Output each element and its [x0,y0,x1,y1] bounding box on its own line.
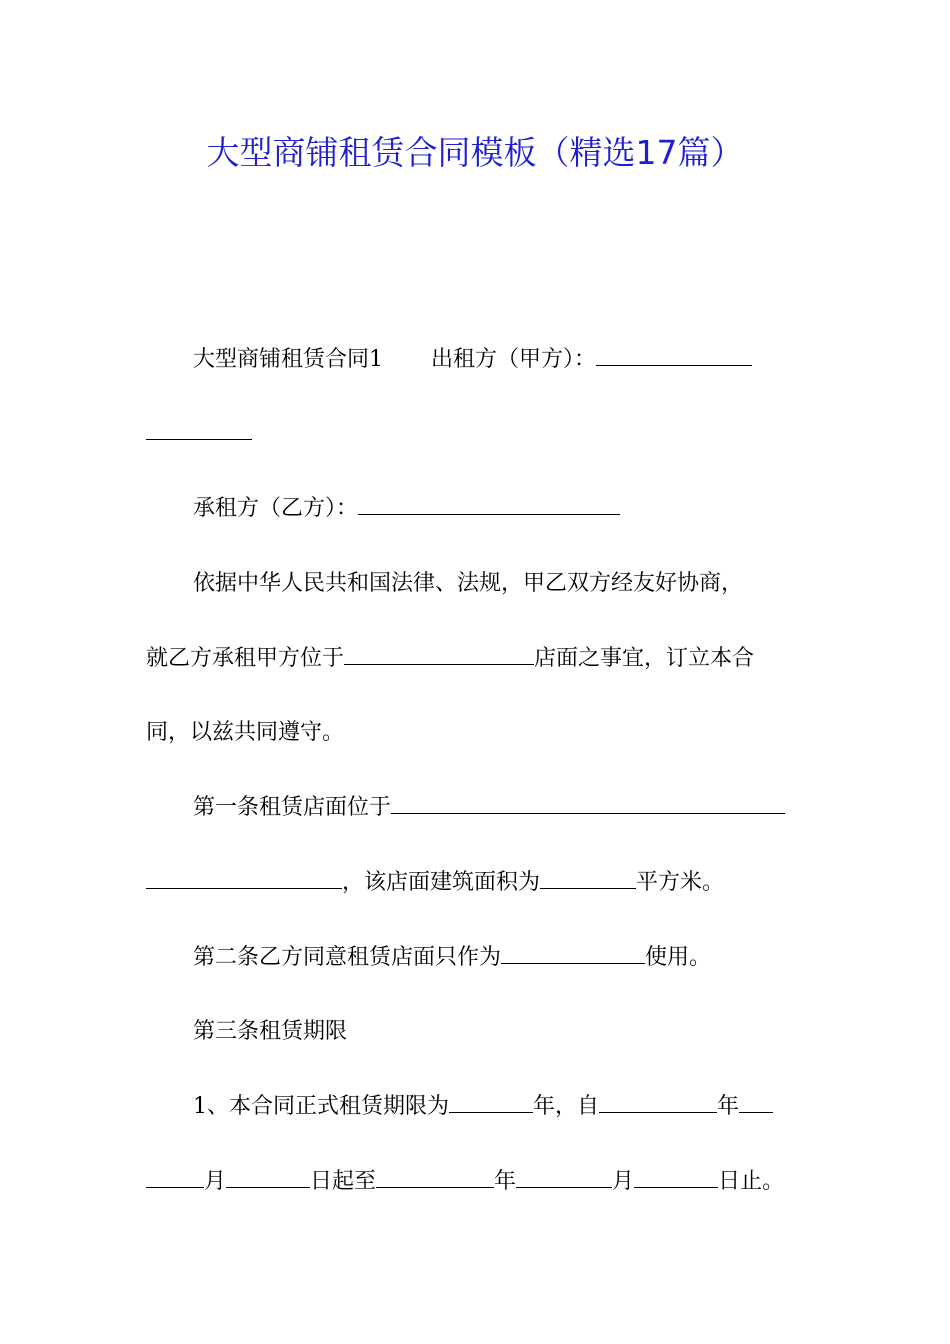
lessor-blank [596,345,752,366]
lease-term-continuation-line [146,1164,784,1200]
paragraph-line [146,641,754,677]
lease-term-text: 年，自 [533,1094,600,1119]
start-day-blank [226,1167,310,1188]
article-1-text: ，该店面建筑面积为 [342,870,541,895]
lessor-label: 出租方（甲方）： [431,347,597,372]
end-day-blank [634,1167,718,1188]
lease-term-text: 日起至 [310,1169,377,1194]
end-year-blank [376,1167,494,1188]
intro-text: 依据中华人民共和国法律、法规，甲乙双方经友好协商， [193,571,744,596]
lease-term-text: 1、本合同正式租赁期限为 [193,1094,449,1119]
paragraph-line [193,566,743,602]
article-1-text: 第一条租赁店面位于 [193,795,392,820]
intro-text: 就乙方承租甲方位于 [146,646,345,671]
paragraph-line [146,715,344,751]
lease-term-text: 月 [612,1169,635,1194]
article-1-continuation-line [146,865,724,901]
start-month-blank [739,1092,773,1113]
store-address-blank-continuation [146,868,342,889]
contract-number-label: 大型商铺租赁合同1 [193,347,383,372]
lease-years-blank [449,1092,533,1113]
store-address-blank [391,793,785,814]
lessee-line [193,491,620,527]
document-title: 大型商铺租赁合同模板（精选17篇） [206,133,744,172]
article-1-line [193,790,785,826]
end-month-blank [516,1167,612,1188]
lease-term-line [193,1089,773,1125]
article-3-heading [193,1014,347,1050]
intro-text: 同，以兹共同遵守。 [146,720,345,745]
lessor-blank-continuation-line [146,416,252,452]
lease-term-text: 日止。 [718,1169,785,1194]
lease-term-text: 年 [717,1094,740,1119]
article-1-text: 平方米。 [636,870,725,895]
lessor-blank-continuation [146,419,252,440]
lease-term-text: 月 [204,1169,227,1194]
article-2-line [193,940,711,976]
floor-area-blank [540,868,636,889]
lease-term-text: 年 [494,1169,517,1194]
article-2-text: 使用。 [645,945,712,970]
intro-text: 店面之事宜，订立本合 [534,646,755,671]
lessee-blank [358,494,620,515]
start-month-blank-continuation [146,1167,204,1188]
store-location-blank [344,644,534,665]
lessee-label: 承租方（乙方）： [193,496,359,521]
article-2-text: 第二条乙方同意租赁店面只作为 [193,945,502,970]
article-3-text: 第三条租赁期限 [193,1019,348,1044]
contract-heading-line [193,342,752,378]
start-year-blank [599,1092,717,1113]
usage-blank [501,943,645,964]
